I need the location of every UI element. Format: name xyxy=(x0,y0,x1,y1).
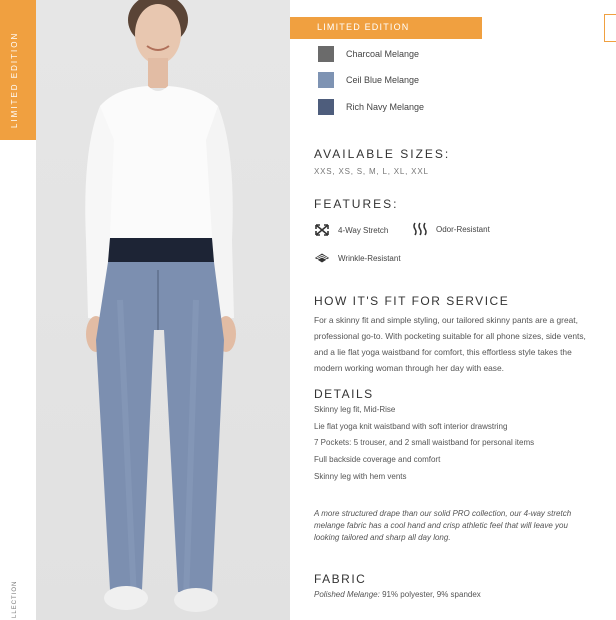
wrinkle-icon xyxy=(314,251,330,265)
model-illustration xyxy=(36,0,290,620)
rich-navy-swatch xyxy=(318,99,334,115)
feature-wrinkle xyxy=(314,251,401,265)
color-option-charcoal xyxy=(318,46,419,62)
side-tab-label: LIMITED EDITION xyxy=(10,31,19,128)
detail-item: Lie flat yoga knit waistband with soft interior drawstring xyxy=(314,422,508,431)
ceil-blue-swatch xyxy=(318,72,334,88)
charcoal-swatch xyxy=(318,46,334,62)
detail-item: 7 Pockets: 5 trouser, and 2 small waistband for personal items xyxy=(314,438,535,447)
product-photo xyxy=(36,0,290,620)
fabric-composition xyxy=(314,590,481,599)
color-option-rich-navy xyxy=(318,99,424,115)
odor-waves-icon xyxy=(412,222,428,236)
feature-label: Odor-Resistant xyxy=(436,224,490,234)
limited-edition-banner xyxy=(290,17,482,39)
color-option-ceil-blue xyxy=(318,72,419,88)
swatch-label: Ceil Blue Melange xyxy=(346,75,420,85)
sizes-list: XXS, XS, S, M, L, XL, XXL xyxy=(314,167,429,176)
fit-heading: HOW IT'S FIT FOR SERVICE xyxy=(314,294,510,308)
feature-label: 4-Way Stretch xyxy=(338,225,389,235)
side-footer-label: LLECTION xyxy=(12,580,18,618)
swatch-label: Charcoal Melange xyxy=(346,49,420,59)
detail-item: Full backside coverage and comfort xyxy=(314,455,441,464)
fit-description: For a skinny fit and simple styling, our tailored skinny pants are a great, professional go-to. With pocketing suitable for all phone sizes, side vents, and a lie flat yoga waistband for comfort, this effortless style takes the modern working woman through her day with ease. xyxy=(314,315,586,373)
feature-label: Wrinkle-Resistant xyxy=(338,253,401,263)
details-heading: DETAILS xyxy=(314,387,374,401)
fabric-note: A more structured drape than our solid PRO collection, our 4-way stretch melange fabric has a cool hand and crisp athletic feel that will leave you looking tailored and sharp all day long. xyxy=(314,509,572,542)
fabric-name: Polished Melange: xyxy=(314,590,380,599)
swatch-label: Rich Navy Melange xyxy=(346,102,425,112)
sizes-heading: AVAILABLE SIZES: xyxy=(314,147,451,161)
detail-item: Skinny leg with hem vents xyxy=(314,472,407,481)
side-tab xyxy=(0,0,36,140)
feature-odor xyxy=(412,222,490,236)
features-heading: FEATURES: xyxy=(314,197,399,211)
fabric-heading: FABRIC xyxy=(314,572,367,586)
fabric-percent: 91% polyester, 9% spandex xyxy=(382,590,481,599)
banner-label: LIMITED EDITION xyxy=(317,22,410,32)
right-edge-tab xyxy=(604,14,616,42)
feature-stretch xyxy=(314,223,388,237)
stretch-arrows-icon xyxy=(314,223,330,237)
detail-item: Skinny leg fit, Mid-Rise xyxy=(314,405,396,414)
